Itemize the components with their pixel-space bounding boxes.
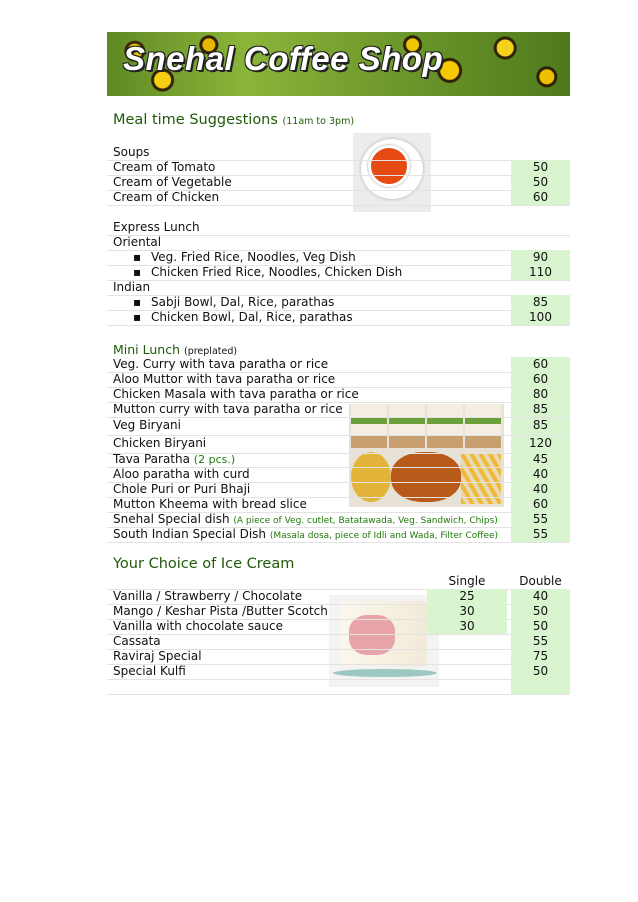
soups-heading: Soups [113, 145, 150, 159]
table-row [107, 604, 570, 620]
list-item [107, 265, 570, 281]
item-price: 60 [511, 372, 570, 387]
item-name: Veg. Fried Rice, Noodles, Veg Dish [151, 250, 356, 264]
item-name: Chicken Bowl, Dal, Rice, parathas [151, 310, 353, 324]
item-note: (2 pcs.) [193, 453, 236, 466]
item-name: Cassata [113, 634, 161, 648]
double-price: 40 [511, 589, 570, 604]
banner [107, 32, 570, 96]
item-price: 60 [511, 357, 570, 372]
double-price: 50 [511, 619, 570, 634]
double-price: 55 [511, 634, 570, 649]
item-name: Mutton Kheema with bread slice [113, 497, 307, 511]
item-price: 50 [511, 175, 570, 190]
list-item [107, 295, 570, 311]
item-name: Raviraj Special [113, 649, 202, 663]
item-name: Aloo paratha with curd [113, 467, 250, 481]
indian-heading: Indian [113, 280, 151, 294]
meal-timing: (11am to 3pm) [282, 116, 355, 127]
menu-page [107, 32, 570, 678]
item-name: Cream of Chicken [113, 190, 220, 204]
double-column-header: Double [519, 574, 562, 588]
item-name: Veg Biryani [113, 418, 181, 432]
single-price: 30 [427, 604, 507, 619]
item-price: 55 [511, 527, 570, 542]
table-row [107, 589, 570, 605]
item-price: 60 [511, 497, 570, 512]
list-item [107, 512, 570, 528]
item-price: 120 [511, 436, 570, 453]
double-price: 50 [511, 604, 570, 619]
item-name: Snehal Special dish [113, 512, 230, 526]
icecream-title: Your Choice of Ice Cream [113, 556, 295, 572]
list-item [107, 372, 570, 388]
table-row [107, 619, 570, 635]
mini-note: (preplated) [184, 346, 238, 357]
list-item [107, 175, 570, 191]
list-item [107, 418, 570, 436]
list-item [107, 467, 570, 483]
single-price: 30 [427, 619, 507, 634]
list-item [107, 452, 570, 468]
item-name: Aloo Muttor with tava paratha or rice [113, 372, 336, 386]
list-item [107, 250, 570, 266]
item-name: Chicken Masala with tava paratha or rice [113, 387, 359, 401]
item-price: 85 [511, 418, 570, 435]
item-name: Veg. Curry with tava paratha or rice [113, 357, 329, 371]
item-name: Vanilla with chocolate sauce [113, 619, 283, 633]
table-row [107, 634, 570, 650]
list-item [107, 280, 570, 296]
item-price: 110 [511, 265, 570, 280]
item-note: (A piece of Veg. cutlet, Batatawada, Veg. Sandwich, Chips) [233, 516, 498, 526]
single-price: 25 [427, 589, 507, 604]
item-price: 40 [511, 482, 570, 497]
item-name: Cream of Tomato [113, 160, 216, 174]
item-price: 100 [511, 310, 570, 325]
icecream-header-row [107, 574, 570, 590]
item-name: Vanilla / Strawberry / Chocolate [113, 589, 303, 603]
item-name: Tava Paratha [113, 452, 190, 466]
item-name: Mango / Keshar Pista /Butter Scotch [113, 604, 328, 618]
table-row [107, 649, 570, 665]
item-price: 85 [511, 402, 570, 417]
list-item [107, 497, 570, 513]
item-price: 60 [511, 190, 570, 205]
icecream-section-heading [113, 556, 294, 572]
list-item [107, 145, 570, 161]
list-item [107, 220, 570, 236]
double-price: 75 [511, 649, 570, 664]
item-price: 50 [511, 160, 570, 175]
list-item [107, 235, 570, 251]
meal-section-heading [113, 112, 354, 128]
mini-section-heading [113, 342, 237, 357]
double-price: 50 [511, 664, 570, 679]
list-item [107, 190, 570, 206]
item-name: Mutton curry with tava paratha or rice [113, 402, 343, 416]
mini-title: Mini Lunch [113, 342, 181, 357]
banner-title: Snehal Coffee Shop [123, 40, 444, 77]
list-item [107, 387, 570, 403]
oriental-heading: Oriental [113, 235, 162, 249]
item-note: (Masala dosa, piece of Idli and Wada, Filter Coffee) [269, 531, 499, 541]
list-item [107, 402, 570, 418]
list-item [107, 160, 570, 176]
item-price: 45 [511, 452, 570, 467]
item-name: Chicken Fried Rice, Noodles, Chicken Dish [151, 265, 403, 279]
list-item [107, 357, 570, 373]
spacer-cell [511, 679, 570, 694]
item-price: 85 [511, 295, 570, 310]
item-price: 40 [511, 467, 570, 482]
list-item [107, 527, 570, 543]
item-price: 80 [511, 387, 570, 402]
item-name: Special Kulfi [113, 664, 186, 678]
single-column-header: Single [448, 574, 486, 588]
item-name: Chicken Biryani [113, 436, 207, 450]
table-row-spacer [107, 679, 570, 695]
item-name: South Indian Special Dish [113, 527, 267, 541]
list-item [107, 482, 570, 498]
express-heading: Express Lunch [113, 220, 200, 234]
item-name: Sabji Bowl, Dal, Rice, parathas [151, 295, 335, 309]
item-price: 90 [511, 250, 570, 265]
item-name: Chole Puri or Puri Bhaji [113, 482, 251, 496]
item-name: Cream of Vegetable [113, 175, 232, 189]
item-price: 55 [511, 512, 570, 527]
table-row [107, 664, 570, 680]
list-item [107, 310, 570, 326]
meal-title: Meal time Suggestions [113, 112, 278, 128]
